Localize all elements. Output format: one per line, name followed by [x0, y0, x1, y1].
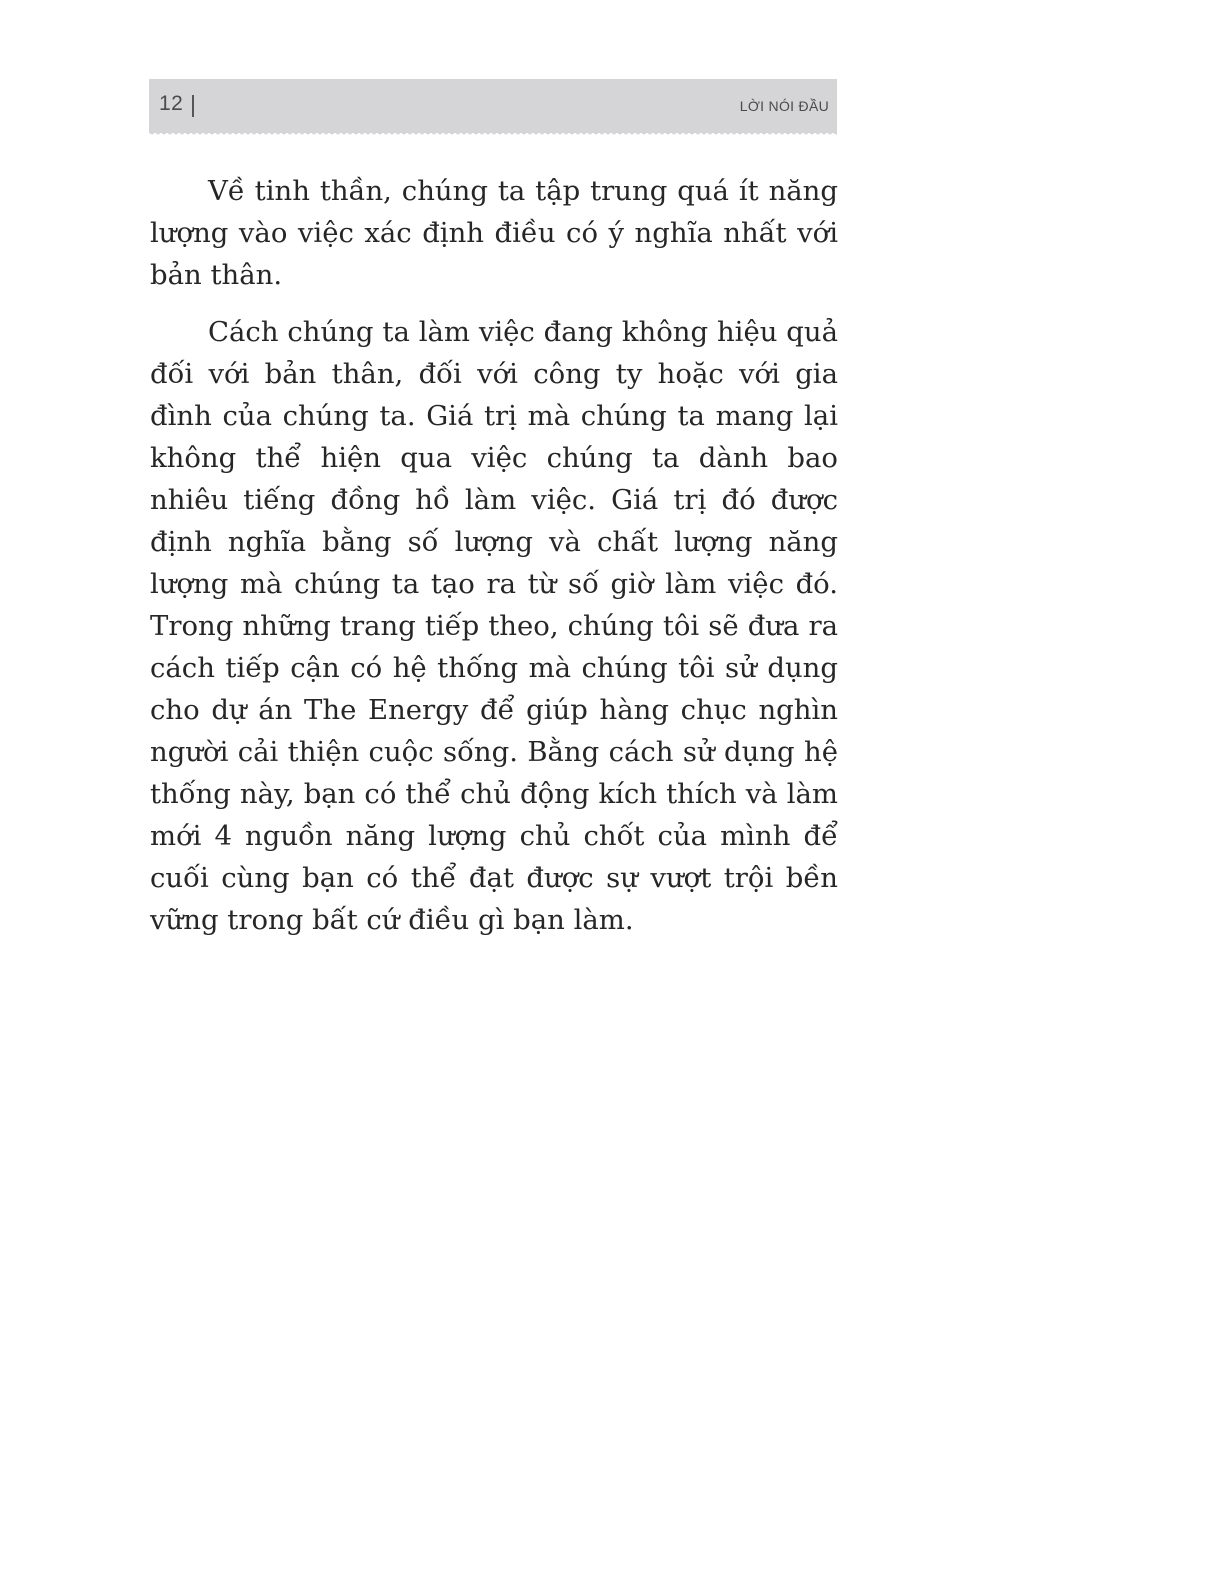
- paragraph: Cách chúng ta làm việc đang không hiệu quả đối với bản thân, đối với công ty hoặc với gia đình của chúng ta. Giá trị mà chúng ta mang lại không thể hiện qua việc chúng ta dành bao nhiêu tiếng đồng hồ làm việc. Giá trị đó được định nghĩa bằng số lượng và chất lượng năng lượng mà chúng ta tạo ra từ số giờ làm việc đó. Trong những trang tiếp theo, chúng tôi sẽ đưa ra cách tiếp cận có hệ thống mà chúng tôi sử dụng cho dự án The Energy để giúp hàng chục nghìn người cải thiện cuộc sống. Bằng cách sử dụng hệ thống này, bạn có thể chủ động kích thích và làm mới 4 nguồn năng lượng chủ chốt của mình để cuối cùng bạn có thể đạt được sự vượt trội bền vững trong bất cứ điều gì bạn làm.: [150, 316, 838, 936]
- chapter-title: LỜI NÓI ĐẦU: [739, 98, 829, 114]
- body-text: [150, 170, 838, 956]
- header-divider: [192, 95, 194, 117]
- paragraph: Về tinh thần, chúng ta tập trung quá ít năng lượng vào việc xác định điều có ý nghĩa nhất với bản thân.: [150, 175, 838, 291]
- page-number: 12: [159, 92, 184, 115]
- running-header: [149, 79, 837, 133]
